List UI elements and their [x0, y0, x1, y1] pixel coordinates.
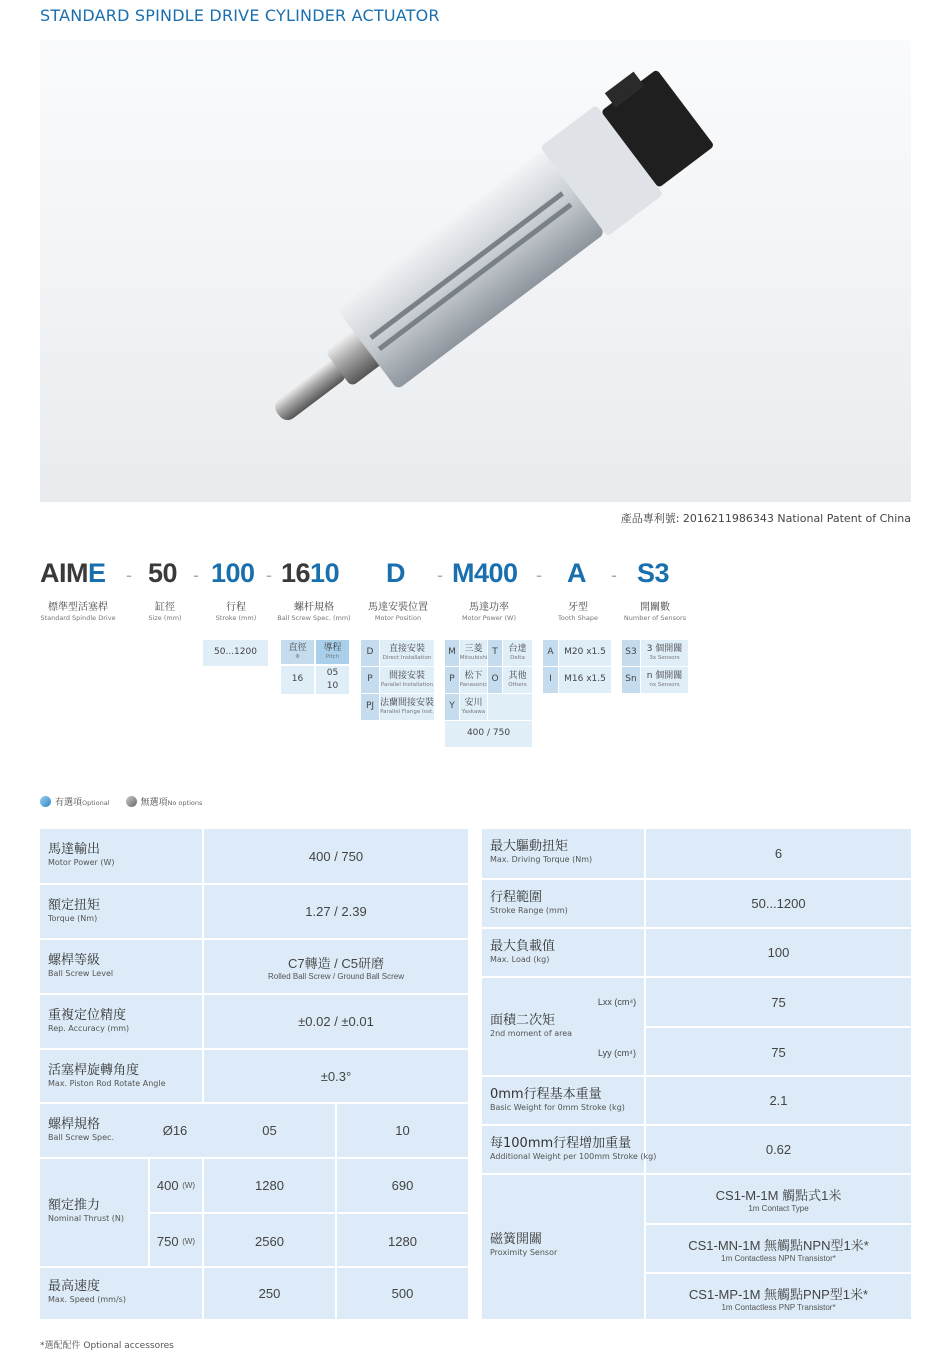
table-row [40, 1102, 468, 1157]
model-code-screw: 1610 [281, 558, 340, 588]
option-motor: 松下 Panasonic [460, 667, 487, 693]
separator: - [536, 565, 542, 585]
option-motor-power: 400 / 750 [445, 721, 532, 747]
row-value: 0.62 [765, 1142, 792, 1157]
row-label: 每100mm行程增加重量 Additional Weight per 100mm Stroke (kg) [490, 1136, 657, 1161]
row-value: 250 [258, 1286, 281, 1301]
row-value: 10 [395, 1123, 410, 1138]
row-label: 磁簧開關 Proximity Sensor [490, 1232, 558, 1257]
option-motor-code: O [488, 667, 502, 693]
option-motor-code: Y [445, 694, 459, 720]
sensor-option: CS1-MP-1M 無觸點PNP型1米* 1m Contactless PNP Transistor* [688, 1286, 869, 1312]
separator: - [126, 565, 132, 585]
model-code-mount: D [386, 558, 405, 588]
option-sensor: 3 個開關 3x Sensors [641, 640, 688, 666]
option-thread-code: I [543, 667, 558, 693]
page-title: STANDARD SPINDLE DRIVE CYLINDER ACTUATOR [40, 6, 440, 25]
option-mount: 間接安裝 Parallel Installation [380, 667, 434, 693]
row-label: 重複定位精度 Rep. Accuracy (mm) [48, 1008, 130, 1033]
row-value: 50...1200 [751, 896, 806, 911]
row-value: 2.1 [769, 1093, 788, 1108]
row-value: 1280 [388, 1233, 417, 1249]
option-motor: 安川 Yaskawa [460, 694, 487, 720]
row-value: 2560 [255, 1233, 284, 1249]
label-en: Standard Spindle Drive [40, 614, 116, 622]
row-label: 額定扭矩 Torque (Nm) [48, 898, 101, 923]
option-mount-code: PJ [361, 694, 379, 720]
row-value: 100 [767, 945, 790, 960]
label-zh: 牙型 [568, 602, 588, 613]
row-label: 最高速度 Max. Speed (mm/s) [48, 1279, 126, 1304]
optional-dot-icon [40, 796, 51, 807]
model-code-e: E [88, 558, 106, 588]
label-zh: 行程 [226, 602, 246, 613]
row-value: 1.27 / 2.39 [305, 904, 367, 919]
row-value: 6 [774, 846, 783, 861]
label-zh: 馬達安裝位置 [368, 602, 428, 613]
table-row [482, 976, 911, 1075]
option-screw-pitch: 05 10 [316, 666, 349, 694]
legend [40, 795, 202, 808]
table-row [482, 829, 911, 878]
row-value: 1280 [255, 1178, 284, 1193]
option-motor-code: M [445, 640, 459, 666]
row-label: 面積二次矩 2nd moment of area [490, 1013, 573, 1038]
row-value: ±0.3° [320, 1068, 352, 1084]
table-row [40, 993, 468, 1048]
spec-table-right [482, 829, 911, 1319]
label-en: Number of Sensors [623, 614, 687, 622]
table-row [482, 927, 911, 976]
table-row [40, 1157, 468, 1266]
option-thread-code: A [543, 640, 558, 666]
option-mount: 直接安裝 Direct Installation [380, 640, 434, 666]
option-thread: M20 x1.5 [559, 640, 611, 666]
row-label: 螺桿規格 Ball Screw Spec. [48, 1117, 114, 1142]
product-photo [40, 40, 911, 502]
option-motor: 三菱 Mitsubishi [460, 640, 487, 666]
row-value: 75 [771, 1045, 786, 1060]
option-thread: M16 x1.5 [559, 667, 611, 693]
label-zh: 標準型活塞桿 [48, 602, 108, 613]
label-zh: 缸徑 [155, 602, 175, 613]
model-code-sensors: S3 [637, 558, 670, 588]
label-zh: 螺杆規格 [294, 602, 334, 613]
row-value: 75 [771, 994, 786, 1010]
sensor-option: CS1-M-1M 觸點式1米 1m Contact Type [715, 1188, 842, 1213]
table-row [40, 829, 468, 883]
table-row [40, 883, 468, 938]
row-label: 馬達輸出 Motor Power (W) [48, 842, 115, 867]
option-sensor-code: Sn [622, 667, 640, 693]
legend-no-option: 無選項No options [140, 798, 203, 808]
option-empty [488, 694, 532, 720]
legend-optional: 有選項Optional [55, 798, 110, 808]
footnote: *選配配件 Optional accessores [40, 1341, 174, 1351]
separator: - [611, 565, 617, 585]
label-en: Stroke (mm) [215, 614, 257, 622]
row-label: 額定推力 Nominal Thrust (N) [48, 1198, 125, 1223]
sensor-option: CS1-MN-1M 無觸點NPN型1米* 1m Contactless NPN Transistor* [688, 1237, 869, 1263]
spec-table-left [40, 829, 468, 1319]
option-motor: 其他 Others [503, 667, 532, 693]
thrust-power: 750 (W) [156, 1233, 196, 1249]
option-screw-head: 直徑 Φ [281, 640, 314, 664]
option-screw-head: 導程 Pitch [316, 640, 349, 664]
separator: - [193, 565, 199, 585]
separator: - [437, 565, 443, 585]
row-label: 最大驅動扭矩 Max. Driving Torque (Nm) [490, 839, 593, 864]
label-zh: 馬達功率 [469, 602, 509, 613]
table-row [482, 1124, 911, 1173]
table-row [40, 1266, 468, 1319]
option-sensor-code: S3 [622, 640, 640, 666]
option-mount-code: P [361, 667, 379, 693]
row-label: 行程範圍 Stroke Range (mm) [490, 890, 568, 915]
table-row [40, 1048, 468, 1102]
moment-lyy-label: Lyy (cm⁴) [597, 1047, 637, 1058]
label-en: Tooth Shape [558, 614, 598, 622]
option-motor-code: P [445, 667, 459, 693]
table-row [40, 938, 468, 993]
no-option-dot-icon [126, 796, 137, 807]
row-label: 活塞桿旋轉角度 Max. Piston Rod Rotate Angle [48, 1063, 166, 1088]
row-value: 500 [391, 1286, 414, 1301]
label-en: Size (mm) [148, 614, 182, 622]
model-code-thread: A [567, 558, 586, 588]
label-en: Motor Position [374, 614, 422, 622]
model-code-size: 50 [148, 558, 178, 588]
actuator-image [40, 40, 911, 502]
table-row [482, 1173, 911, 1319]
option-screw-diameter: 16 [281, 666, 314, 694]
label-en: Motor Power (W) [461, 614, 517, 622]
model-code-aim: AIME [40, 558, 106, 588]
moment-lxx-label: Lxx (cm⁴) [597, 997, 637, 1007]
row-value: Ø16 [162, 1123, 188, 1138]
patent-number: 產品專利號: 2016211986343 National Patent of China [620, 512, 911, 525]
option-motor: 台達 Delta [503, 640, 532, 666]
label-zh: 開關數 [640, 602, 670, 613]
option-stroke: 50...1200 [203, 640, 268, 666]
model-code-stroke: 100 [211, 558, 255, 588]
row-value: ±0.02 / ±0.01 [298, 1014, 374, 1029]
separator: - [266, 565, 272, 585]
option-mount: 法蘭間接安裝 Parallel Flange Inst. [380, 694, 434, 720]
option-mount-code: D [361, 640, 379, 666]
table-row [482, 1075, 911, 1124]
row-value: C7轉造 / C5研磨 Rolled Ball Screw / Ground Ball Screw [267, 955, 405, 981]
table-row [482, 878, 911, 927]
option-motor-code: T [488, 640, 502, 666]
option-sensor: n 個開關 nx Sensors [641, 667, 688, 693]
row-label: 螺桿等級 Ball Screw Level [48, 953, 114, 978]
row-value: 400 / 750 [308, 848, 364, 864]
row-label: 最大負載值 Max. Load (kg) [490, 939, 556, 964]
thrust-power: 400 (W) [156, 1178, 196, 1193]
row-value: 05 [262, 1123, 277, 1138]
model-code-motor: M400 [452, 558, 518, 588]
label-en: Ball Screw Spec. (mm) [277, 614, 351, 622]
row-label: 0mm行程基本重量 Basic Weight for 0mm Stroke (kg) [490, 1087, 625, 1112]
row-value: 690 [391, 1178, 414, 1193]
